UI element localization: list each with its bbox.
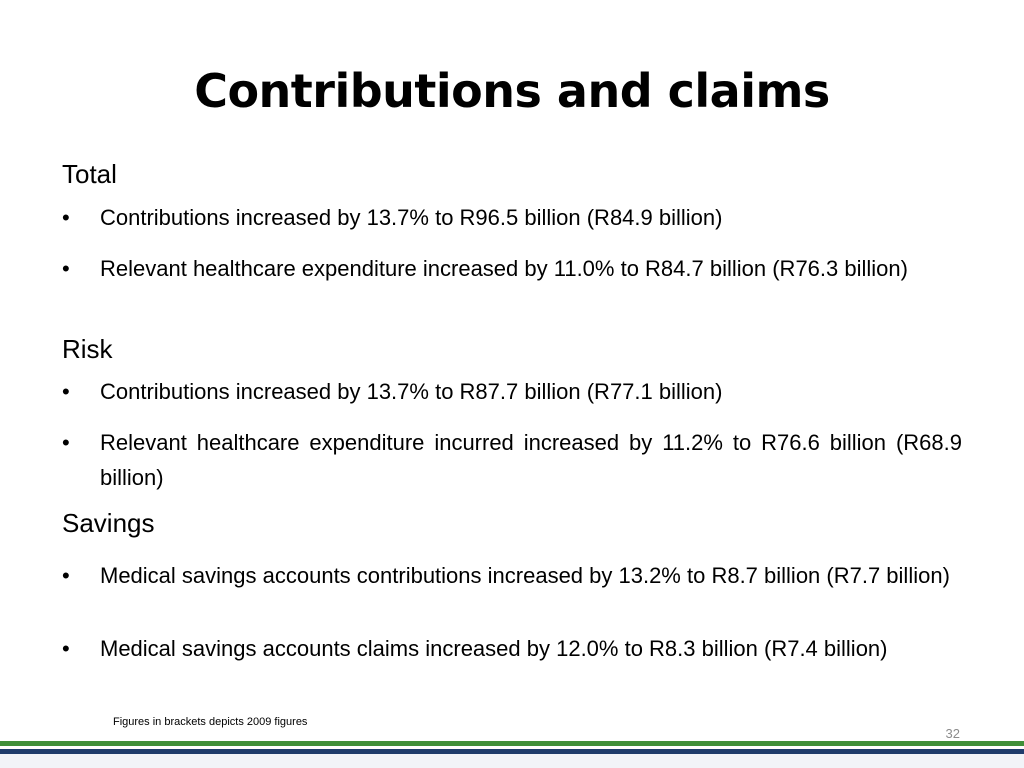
bullet-dot: • (62, 256, 70, 281)
page-number: 32 (945, 726, 960, 741)
section-heading-savings: Savings (62, 508, 155, 538)
bullet-text: Relevant healthcare expenditure incurred increased by 11.2% to R76.6 billion (R68.9 billion) (100, 430, 962, 490)
footer-stripes (0, 741, 1024, 768)
bullet-dot: • (62, 636, 70, 661)
bullet-item (62, 374, 962, 409)
bullet-dot: • (62, 205, 70, 230)
section-heading-total: Total (62, 159, 117, 189)
bullet-item (62, 200, 962, 235)
bullet-dot: • (62, 563, 70, 588)
bullet-item (62, 251, 962, 286)
section-heading-risk: Risk (62, 334, 113, 364)
bullet-text: Contributions increased by 13.7% to R96.5 billion (R84.9 billion) (100, 205, 723, 230)
bullet-item (62, 425, 962, 495)
footnote: Figures in brackets depicts 2009 figures (113, 716, 308, 728)
bullet-item (62, 636, 962, 662)
slide-title: Contributions and claims (194, 64, 830, 118)
bullet-dot: • (62, 379, 70, 404)
bullet-text: Medical savings accounts claims increased by 12.0% to R8.3 billion (R7.4 billion) (100, 636, 888, 661)
bullet-text: Relevant healthcare expenditure increased by 11.0% to R84.7 billion (R76.3 billion) (100, 256, 908, 281)
bullet-item (62, 558, 962, 593)
bullet-text: Contributions increased by 13.7% to R87.7 billion (R77.1 billion) (100, 379, 723, 404)
bullet-dot: • (62, 430, 70, 455)
bullet-text: Medical savings accounts contributions increased by 13.2% to R8.7 billion (R7.7 billion) (100, 563, 950, 588)
footer-stripe-light (0, 754, 1024, 768)
